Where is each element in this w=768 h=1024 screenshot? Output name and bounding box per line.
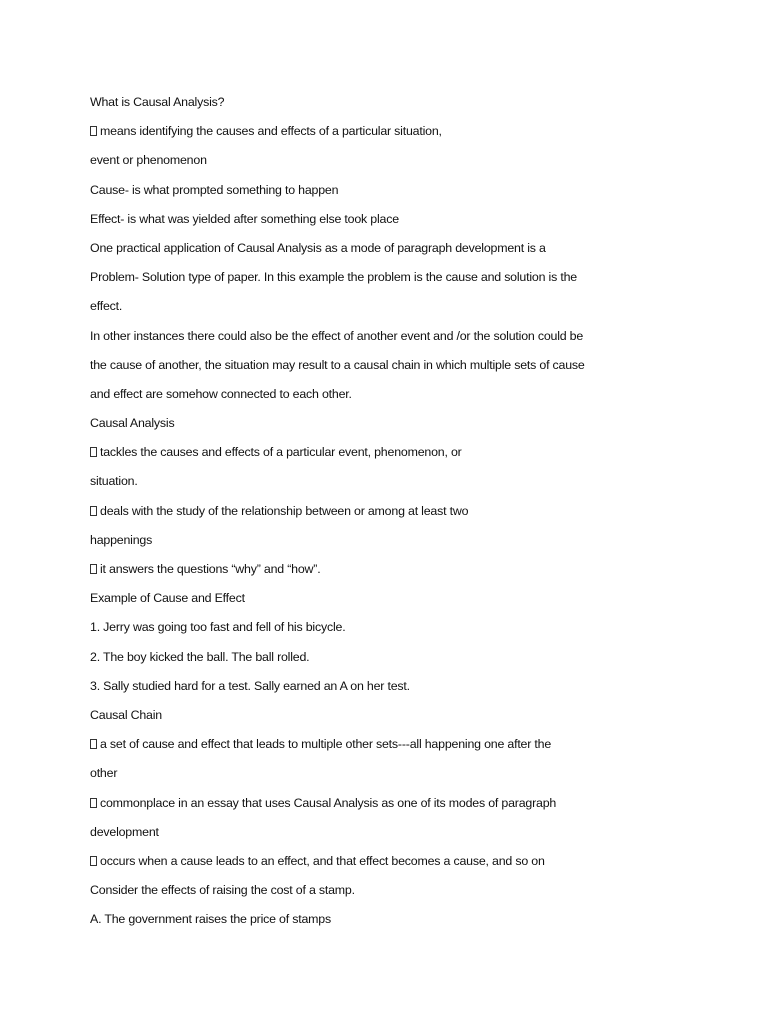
line-text: Effect- is what was yielded after something else took place bbox=[90, 211, 399, 226]
line-text: Causal Analysis bbox=[90, 416, 175, 431]
text-line bbox=[90, 93, 730, 122]
text-line bbox=[90, 181, 730, 210]
line-text: Problem- Solution type of paper. In this example the problem is the cause and solution is the bbox=[90, 270, 577, 285]
line-text: it answers the questions “why” and “how”. bbox=[100, 562, 321, 576]
line-text: Causal Chain bbox=[90, 707, 162, 722]
line-text: a set of cause and effect that leads to multiple other sets---all happening one after the bbox=[100, 737, 552, 752]
text-line bbox=[90, 589, 730, 618]
line-text: What is Causal Analysis? bbox=[90, 95, 225, 109]
text-line bbox=[90, 531, 730, 560]
text-line bbox=[90, 910, 730, 939]
line-text: tackles the causes and effects of a particular event, phenomenon, or bbox=[100, 445, 462, 460]
line-text: the cause of another, the situation may result to a causal chain in which multiple sets of cause bbox=[90, 357, 585, 372]
line-text: means identifying the causes and effects of a particular situation, bbox=[100, 124, 442, 139]
missing-glyph-icon bbox=[90, 739, 97, 749]
text-line bbox=[90, 648, 730, 677]
line-text: deals with the study of the relationship between or among at least two bbox=[100, 503, 469, 518]
line-text: event or phenomenon bbox=[90, 153, 207, 168]
text-line bbox=[90, 297, 730, 326]
line-text: 1. Jerry was going too fast and fell of his bicycle. bbox=[90, 620, 346, 635]
line-text: happenings bbox=[90, 532, 153, 547]
text-line bbox=[90, 618, 730, 647]
missing-glyph-icon bbox=[90, 447, 97, 457]
bullet-line bbox=[90, 502, 730, 531]
missing-glyph-icon bbox=[90, 798, 97, 808]
line-text: other bbox=[90, 766, 118, 781]
text-line bbox=[90, 472, 730, 501]
bullet-line bbox=[90, 560, 730, 589]
line-text: commonplace in an essay that uses Causal Analysis as one of its modes of paragraph bbox=[100, 795, 557, 810]
text-line bbox=[90, 706, 730, 735]
bullet-line bbox=[90, 735, 730, 764]
bullet-line bbox=[90, 443, 730, 472]
line-text: Example of Cause and Effect bbox=[90, 591, 245, 606]
text-line bbox=[90, 210, 730, 239]
document-body bbox=[90, 93, 730, 939]
missing-glyph-icon bbox=[90, 564, 97, 574]
line-text: 3. Sally studied hard for a test. Sally earned an A on her test. bbox=[90, 678, 410, 693]
line-text: 2. The boy kicked the ball. The ball rolled. bbox=[90, 649, 310, 664]
text-line bbox=[90, 151, 730, 180]
text-line bbox=[90, 356, 730, 385]
missing-glyph-icon bbox=[90, 126, 97, 136]
text-line bbox=[90, 239, 730, 268]
line-text: development bbox=[90, 824, 159, 839]
text-line bbox=[90, 414, 730, 443]
line-text: situation. bbox=[90, 474, 138, 489]
line-text: occurs when a cause leads to an effect, and that effect becomes a cause, and so on bbox=[100, 853, 545, 868]
text-line bbox=[90, 385, 730, 414]
text-line bbox=[90, 881, 730, 910]
line-text: effect. bbox=[90, 299, 123, 314]
line-text: Cause- is what prompted something to happen bbox=[90, 182, 339, 197]
bullet-line bbox=[90, 794, 730, 823]
text-line bbox=[90, 823, 730, 852]
missing-glyph-icon bbox=[90, 506, 97, 516]
line-text: In other instances there could also be the effect of another event and /or the solution could be bbox=[90, 328, 584, 343]
text-line bbox=[90, 677, 730, 706]
text-line bbox=[90, 268, 730, 297]
line-text: A. The government raises the price of stamps bbox=[90, 912, 331, 927]
text-line bbox=[90, 327, 730, 356]
bullet-line bbox=[90, 852, 730, 881]
line-text: Consider the effects of raising the cost of a stamp. bbox=[90, 883, 355, 898]
bullet-line bbox=[90, 122, 730, 151]
missing-glyph-icon bbox=[90, 856, 97, 866]
line-text: One practical application of Causal Analysis as a mode of paragraph development is a bbox=[90, 240, 546, 255]
text-line bbox=[90, 764, 730, 793]
line-text: and effect are somehow connected to each other. bbox=[90, 386, 352, 401]
